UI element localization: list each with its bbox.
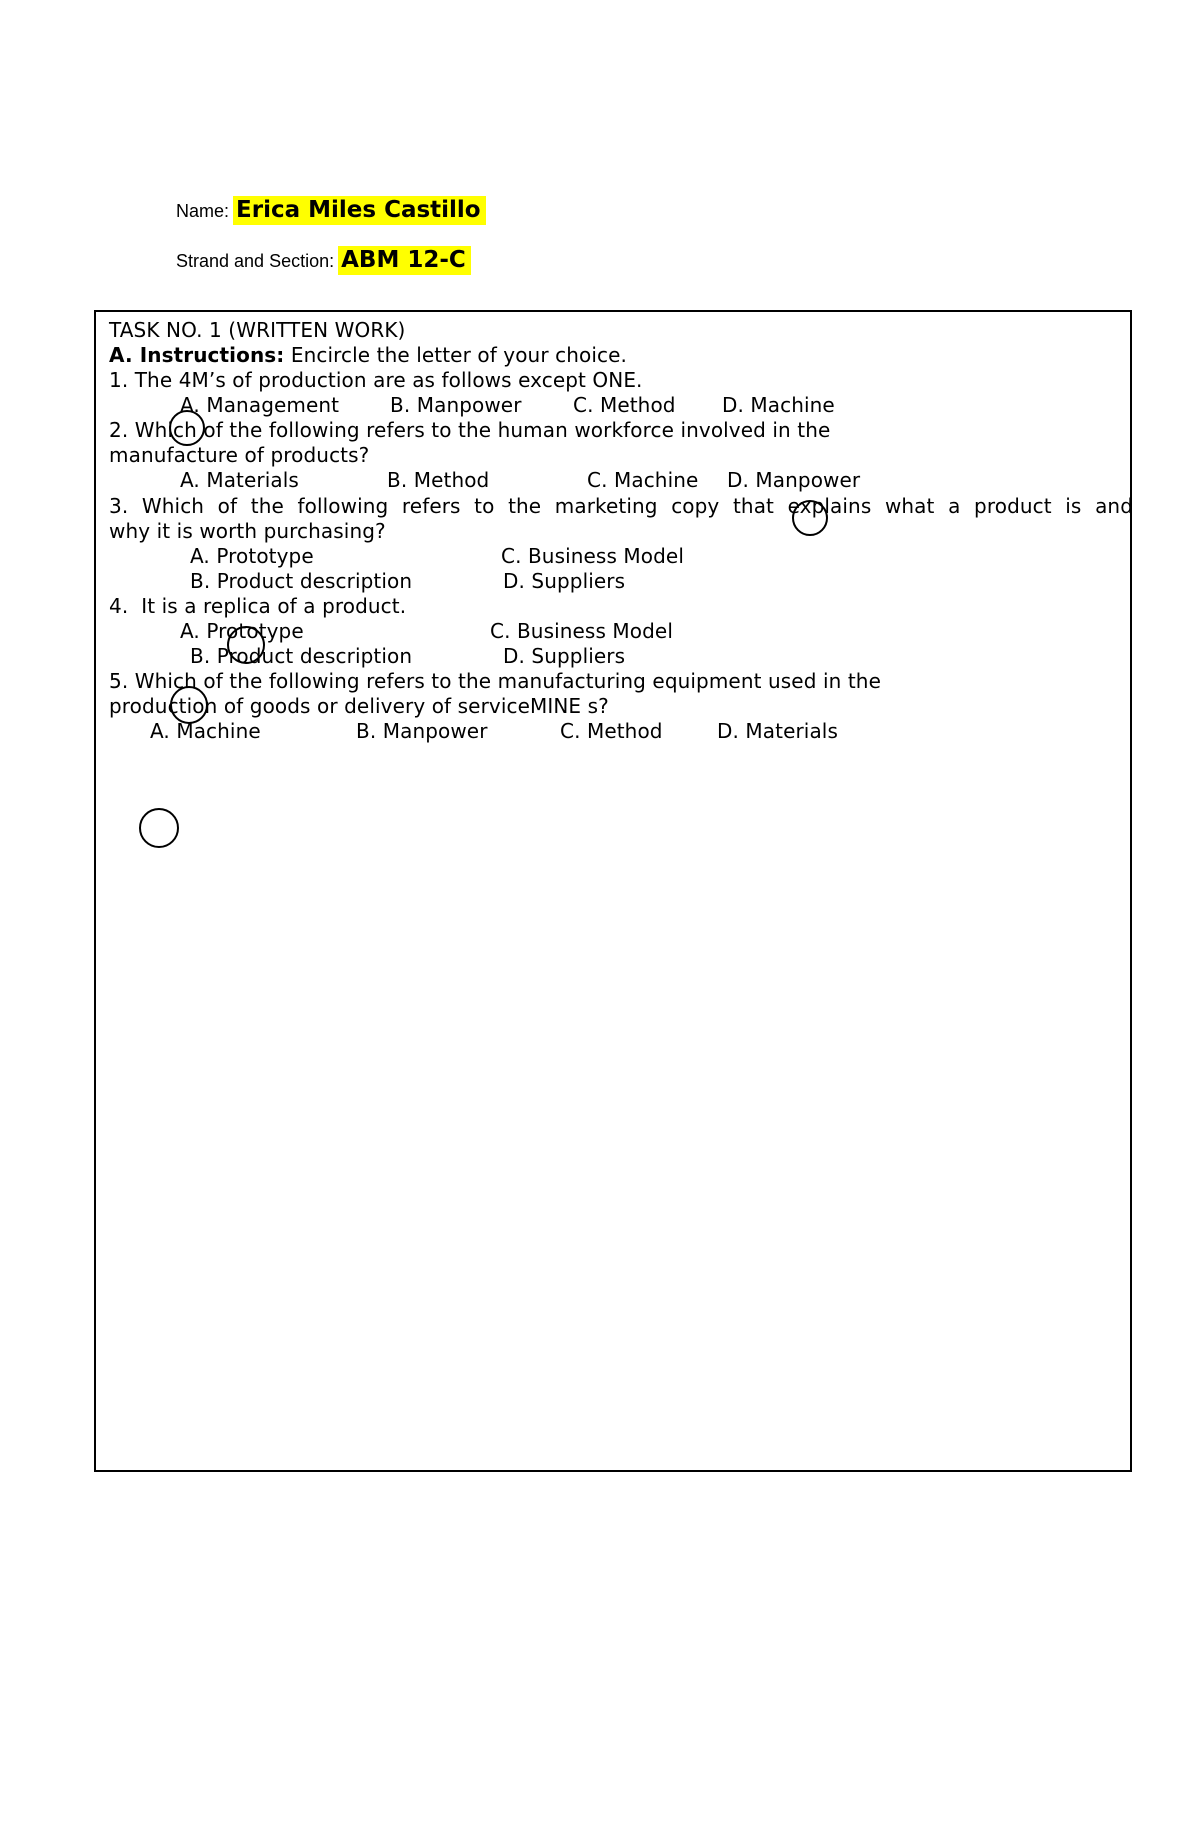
q1-option-d: D. Machine xyxy=(722,393,835,417)
q2-option-a: A. Materials xyxy=(180,468,299,492)
q1-option-a: A. Management xyxy=(180,393,340,417)
q5-option-c: C. Method xyxy=(560,719,663,743)
answer-circle-q4 xyxy=(170,686,208,724)
question-5-cont: production of goods or delivery of serviceMINE s? xyxy=(109,694,609,718)
question-2-cont: manufacture of products? xyxy=(109,443,370,467)
section-value: ABM 12-C xyxy=(338,246,471,275)
q3-option-c: C. Business Model xyxy=(501,544,684,568)
answer-circle-q3 xyxy=(227,626,265,664)
question-3: 3. Which of the following refers to the marketing copy that explains what a product is and xyxy=(109,494,1133,518)
answer-circle-q2 xyxy=(792,500,828,536)
q4-option-d: D. Suppliers xyxy=(503,644,626,668)
q2-option-d: D. Manpower xyxy=(727,468,861,492)
question-3-cont: why it is worth purchasing? xyxy=(109,519,386,543)
q3-option-d: D. Suppliers xyxy=(503,569,626,593)
q4-option-b: B. Product description xyxy=(190,644,413,668)
q4-option-c: C. Business Model xyxy=(490,619,673,643)
q1-option-c: C. Method xyxy=(573,393,676,417)
q2-option-c: C. Machine xyxy=(587,468,699,492)
section-row xyxy=(176,246,471,275)
q3-option-a: A. Prototype xyxy=(190,544,314,568)
q1-option-b: B. Manpower xyxy=(390,393,522,417)
instructions-label: A. Instructions: xyxy=(109,343,285,367)
name-value: Erica Miles Castillo xyxy=(233,196,486,225)
instructions-text: Encircle the letter of your choice. xyxy=(284,343,627,367)
answer-circle-q5 xyxy=(139,808,179,848)
instructions xyxy=(109,343,627,368)
answer-circle-q1 xyxy=(169,410,205,446)
q5-option-d: D. Materials xyxy=(717,719,838,743)
question-4: 4. It is a replica of a product. xyxy=(109,594,407,618)
q5-option-a: A. Machine xyxy=(150,719,261,743)
q2-option-b: B. Method xyxy=(387,468,490,492)
name-row xyxy=(176,196,486,225)
q4-option-a: A. Prototype xyxy=(180,619,304,643)
question-2: 2. Which of the following refers to the human workforce involved in the xyxy=(109,418,831,442)
task-title: TASK NO. 1 (WRITTEN WORK) xyxy=(109,318,406,342)
question-5: 5. Which of the following refers to the manufacturing equipment used in the xyxy=(109,669,881,693)
q5-option-b: B. Manpower xyxy=(356,719,488,743)
name-label: Name: xyxy=(176,201,230,221)
q3-option-b: B. Product description xyxy=(190,569,413,593)
section-label: Strand and Section: xyxy=(176,251,335,271)
question-1: 1. The 4M’s of production are as follows except ONE. xyxy=(109,368,643,392)
